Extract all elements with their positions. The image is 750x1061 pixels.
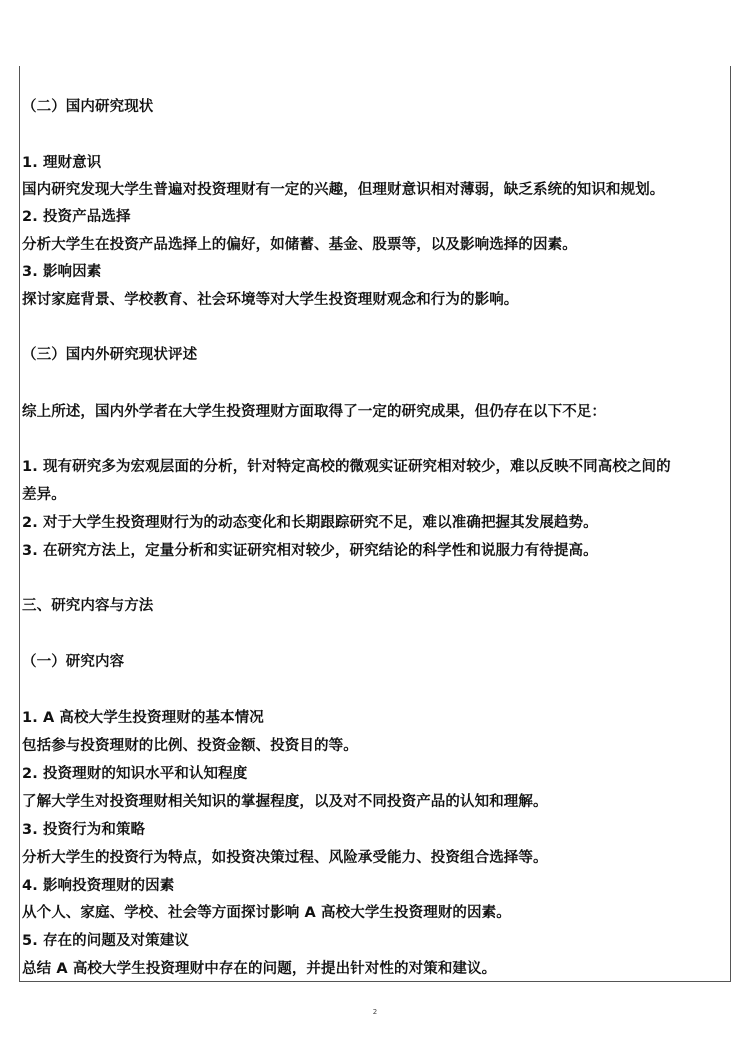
item-heading-problems-suggestions: 5. 存在的问题及对策建议 — [22, 933, 189, 949]
section-heading-research-content: （一）研究内容 — [22, 654, 125, 670]
paragraph-knowledge-level: 了解大学生对投资理财相关知识的掌握程度，以及对不同投资产品的认知和理解。 — [22, 794, 548, 810]
page-number: 2 — [372, 1008, 378, 1016]
paragraph-problems-suggestions: 总结 A 高校大学生投资理财中存在的问题，并提出针对性的对策和建议。 — [22, 961, 497, 977]
paragraph-review-summary: 综上所述，国内外学者在大学生投资理财方面取得了一定的研究成果，但仍存在以下不足： — [22, 404, 606, 420]
paragraph-basic-situation: 包括参与投资理财的比例、投资金额、投资目的等。 — [22, 738, 358, 754]
item-heading-basic-situation: 1. A 高校大学生投资理财的基本情况 — [22, 710, 264, 726]
paragraph-product-choice: 分析大学生在投资产品选择上的偏好，如储蓄、基金、股票等，以及影响选择的因素。 — [22, 237, 577, 253]
paragraph-behavior-strategy: 分析大学生的投资行为特点，如投资决策过程、风险承受能力、投资组合选择等。 — [22, 850, 548, 866]
list-item-shortcoming-1-continued: 差异。 — [22, 487, 66, 503]
paragraph-factors: 从个人、家庭、学校、社会等方面探讨影响 A 高校大学生投资理财的因素。 — [22, 905, 511, 921]
paragraph-influencing-factors: 探讨家庭背景、学校教育、社会环境等对大学生投资理财观念和行为的影响。 — [22, 292, 519, 308]
list-item-shortcoming-2: 2. 对于大学生投资理财行为的动态变化和长期跟踪研究不足，难以准确把握其发展趋势。 — [22, 515, 598, 531]
list-item-shortcoming-1: 1. 现有研究多为宏观层面的分析，针对特定高校的微观实证研究相对较少，难以反映不同高校之间的 — [22, 459, 671, 475]
item-heading-factors: 4. 影响投资理财的因素 — [22, 878, 175, 894]
section-heading-research-review: （三）国内外研究现状评述 — [22, 347, 198, 363]
item-heading-knowledge-level: 2. 投资理财的知识水平和认知程度 — [22, 766, 248, 782]
section-heading-domestic-research: （二）国内研究现状 — [22, 99, 154, 115]
item-heading-product-choice: 2. 投资产品选择 — [22, 209, 131, 225]
list-item-shortcoming-3: 3. 在研究方法上，定量分析和实证研究相对较少，研究结论的科学性和说服力有待提高。 — [22, 543, 598, 559]
item-heading-financial-awareness: 1. 理财意识 — [22, 155, 102, 171]
item-heading-influencing-factors: 3. 影响因素 — [22, 264, 102, 280]
chapter-heading-content-and-methods: 三、研究内容与方法 — [22, 598, 154, 614]
paragraph-financial-awareness: 国内研究发现大学生普遍对投资理财有一定的兴趣，但理财意识相对薄弱，缺乏系统的知识和规划。 — [22, 182, 665, 198]
item-heading-behavior-strategy: 3. 投资行为和策略 — [22, 822, 146, 838]
